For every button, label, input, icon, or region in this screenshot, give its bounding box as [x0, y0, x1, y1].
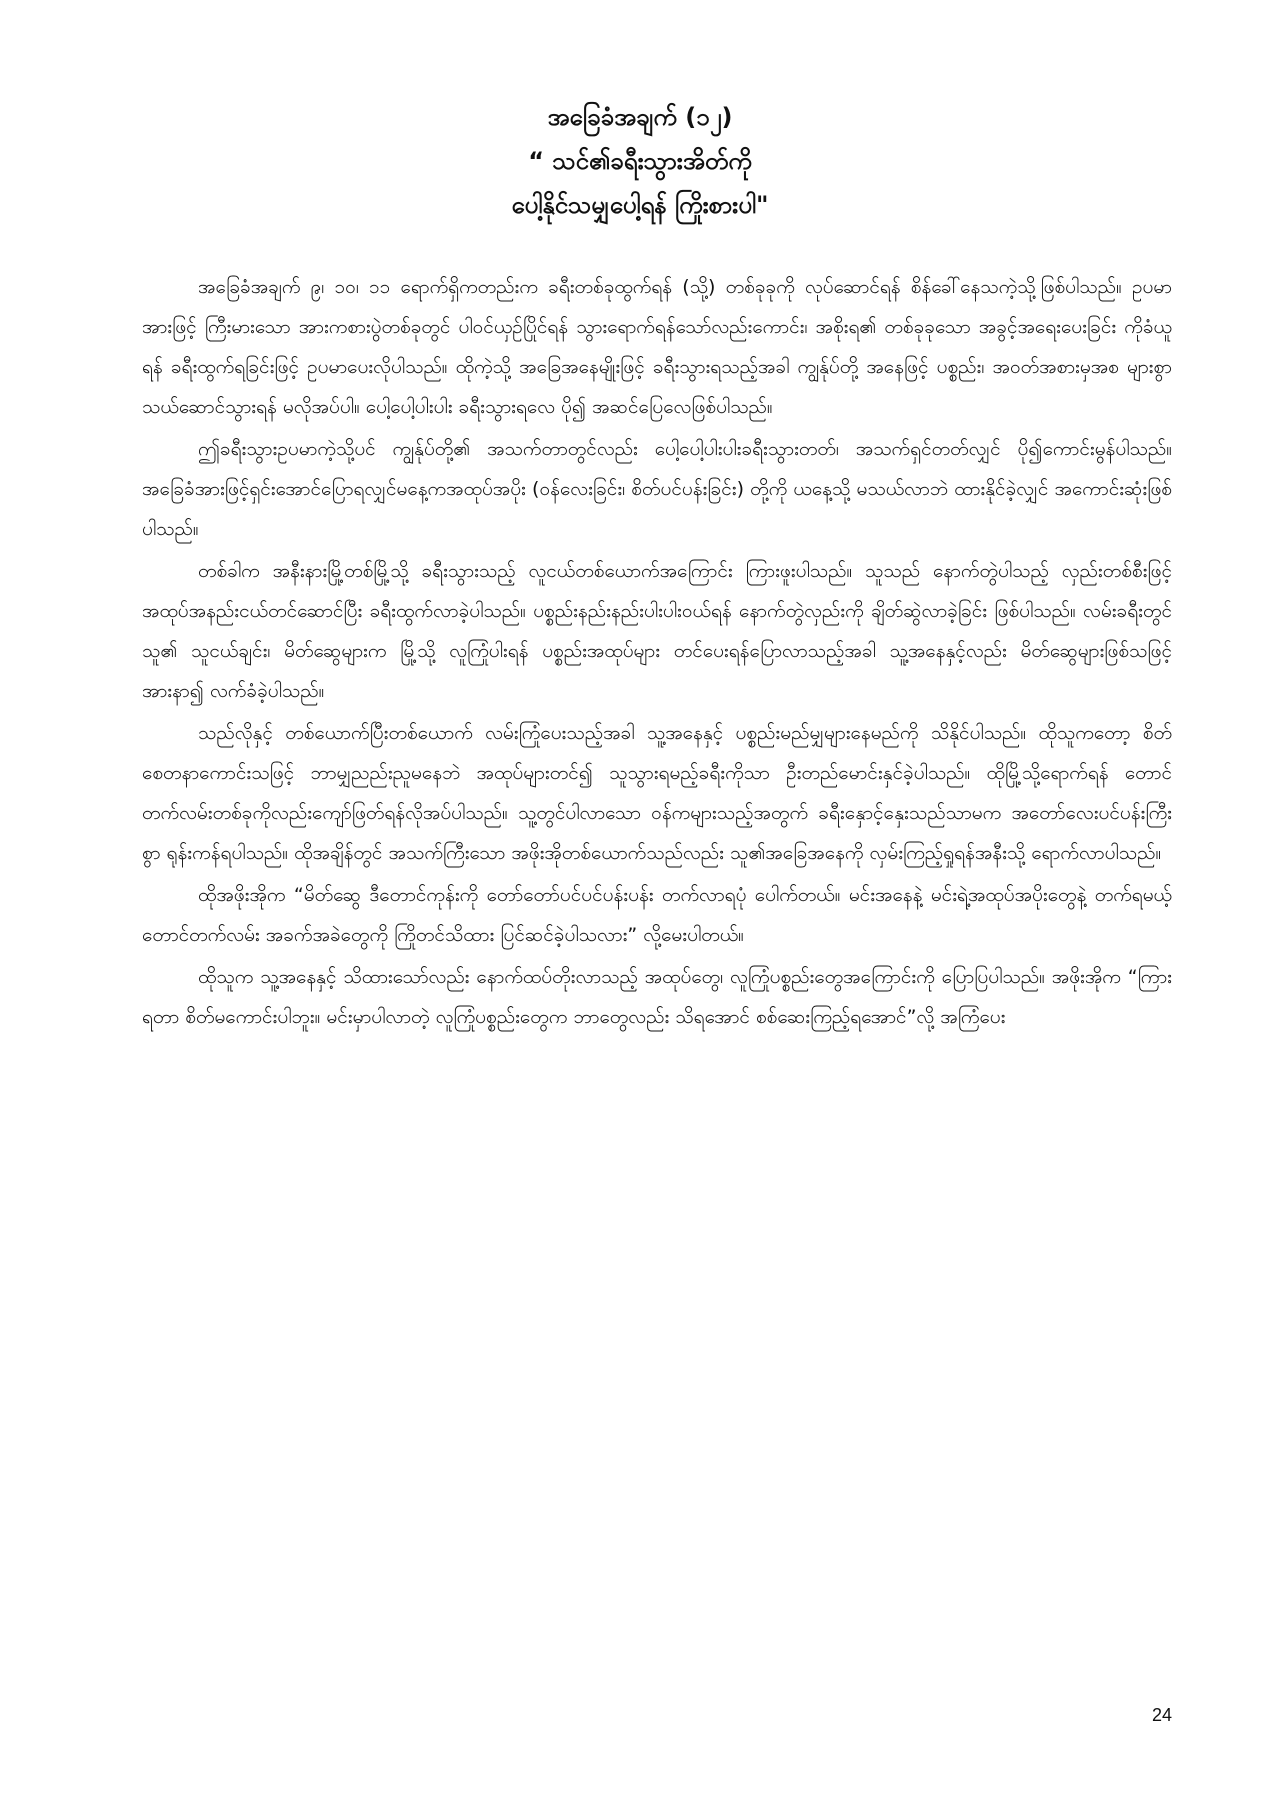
page-number: 24: [1151, 1705, 1172, 1725]
paragraph-5: ထိုအဖိုးအိုက “မိတ်ဆွေ ဒီတောင်ကုန်းကို တော်တော်ပင်ပင်ပန်းပန်း တက်လာရပုံ ပေါက်တယ်။ မင်းအနေနဲ့ မင်းရဲ့အထုပ်အပိုးတွေနဲ့ တက်ရမယ့် တောင်တက်လမ်း အခက်အခဲတွေကို ကြိုတင်သိထား ပြင်ဆင်ခဲ့ပါသလား” လို့မေးပါတယ်။: [142, 884, 1172, 946]
body-text: [142, 267, 1172, 1037]
paragraph-1: အခြေခံအချက် ၉၊ ၁၀၊ ၁၁ ရောက်ရှိကတည်းက ခရီးတစ်ခုထွက်ရန် (သို့) တစ်ခုခုကို လုပ်ဆောင်ရန် စိန်ခေါ်နေသကဲ့သို့ဖြစ်ပါသည်။ ဥပမာအားဖြင့် ကြီးမားသော အားကစားပွဲတစ်ခုတွင် ပါဝင်ယှဉ်ပြိုင်ရန် သွားရောက်ရန်သော်လည်းကောင်း၊ အစိုးရ၏ တစ်ခုခုသော အခွင့်အရေးပေးခြင်း ကိုခံယူရန် ခရီးထွက်ရခြင်းဖြင့် ဥပမာပေးလိုပါသည်။ ထိုကဲ့သို့ အခြေအနေမျိုးဖြင့် ခရီးသွားရသည့်အခါ ကျွန်ုပ်တို့ အနေဖြင့် ပစ္စည်း၊ အဝတ်အစားမှအစ များစွာသယ်ဆောင်သွားရန် မလိုအပ်ပါ။ ပေါ့ပေါ့ပါးပါး ခရီးသွားရလေ ပို၍ အဆင်ပြေလေဖြစ်ပါသည်။: [142, 276, 1172, 418]
paragraph-2: ဤခရီးသွားဥပမာကဲ့သို့ပင် ကျွန်ုပ်တို့၏ အသက်တာတွင်လည်း ပေါ့ပေါ့ပါးပါးခရီးသွားတတ်၊ အသက်ရှင်တတ်လျှင် ပို၍ကောင်းမွန်ပါသည်။ အခြေခံအားဖြင့်ရှင်းအောင်ပြောရလျှင်မနေ့ကအထုပ်အပိုး (ဝန်လေးခြင်း၊ စိတ်ပင်ပန်းခြင်း) တို့ကို ယနေ့သို့ မသယ်လာဘဲ ထားနိုင်ခဲ့လျှင် အကောင်းဆုံးဖြစ်ပါသည်။: [142, 438, 1172, 540]
chapter-subtitle-line-1: “ သင်၏ခရီးသွားအိတ်ကို: [528, 147, 752, 175]
paragraph-6: ထိုသူက သူ့အနေနှင့် သိထားသော်လည်း နောက်ထပ်တိုးလာသည့် အထုပ်တွေ၊ လူကြုံပစ္စည်းတွေအကြောင်းကို ပြောပြပါသည်။ အဖိုးအိုက “ကြားရတာ စိတ်မကောင်းပါဘူး။ မင်းမှာပါလာတဲ့ လူကြုံပစ္စည်းတွေက ဘာတွေလည်း သိရအောင် စစ်ဆေးကြည့်ရအောင်”လို့ အကြံပေး: [142, 966, 1172, 1028]
chapter-heading: အခြေခံအချက် (၁၂): [547, 103, 733, 131]
chapter-subtitle-line-2: ပေါ့နိုင်သမျှပေါ့ရန် ကြိုးစားပါ": [511, 191, 769, 219]
paragraph-3: တစ်ခါက အနီးနားမြို့တစ်မြို့သို့ ခရီးသွားသည့် လူငယ်တစ်ယောက်အကြောင်း ကြားဖူးပါသည်။ သူသည် နောက်တွဲပါသည့် လှည်းတစ်စီးဖြင့် အထုပ်အနည်းငယ်တင်ဆောင်ပြီး ခရီးထွက်လာခဲ့ပါသည်။ ပစ္စည်းနည်းနည်းပါးပါးဝယ်ရန် နောက်တွဲလှည်းကို ချိတ်ဆွဲလာခဲ့ခြင်း ဖြစ်ပါသည်။ လမ်းခရီးတွင် သူ၏ သူငယ်ချင်း၊ မိတ်ဆွေများက မြို့သို့ လူကြုံပါးရန် ပစ္စည်းအထုပ်များ တင်ပေးရန်ပြောလာသည့်အခါ သူ့အနေနှင့်လည်း မိတ်ဆွေများဖြစ်သဖြင့် အားနာ၍ လက်ခံခဲ့ပါသည်။: [142, 560, 1172, 702]
chapter-title: [108, 95, 1172, 227]
paragraph-4: သည်လိုနှင့် တစ်ယောက်ပြီးတစ်ယောက် လမ်းကြုံပေးသည့်အခါ သူ့အနေနှင့် ပစ္စည်းမည်မျှများနေမည်ကို သိနိုင်ပါသည်။ ထိုသူကတော့ စိတ်စေတနာကောင်းသဖြင့် ဘာမျှညည်းညူမနေဘဲ အထုပ်များတင်၍ သူသွားရမည့်ခရီးကိုသာ ဦးတည်မောင်းနှင်ခဲ့ပါသည်။ ထိုမြို့သို့ရောက်ရန် တောင်တက်လမ်းတစ်ခုကိုလည်းကျော်ဖြတ်ရန်လိုအပ်ပါသည်။ သူ့တွင်ပါလာသော ဝန်ကများသည့်အတွက် ခရီးနှောင့်နှေးသည်သာမက အတော်လေးပင်ပန်းကြီးစွာ ရုန်းကန်ရပါသည်။ ထိုအချိန်တွင် အသက်ကြီးသော အဖိုးအိုတစ်ယောက်သည်လည်း သူ၏အခြေအနေကို လှမ်းကြည့်ရှုရန်အနီးသို့ ရောက်လာပါသည်။: [142, 722, 1172, 864]
